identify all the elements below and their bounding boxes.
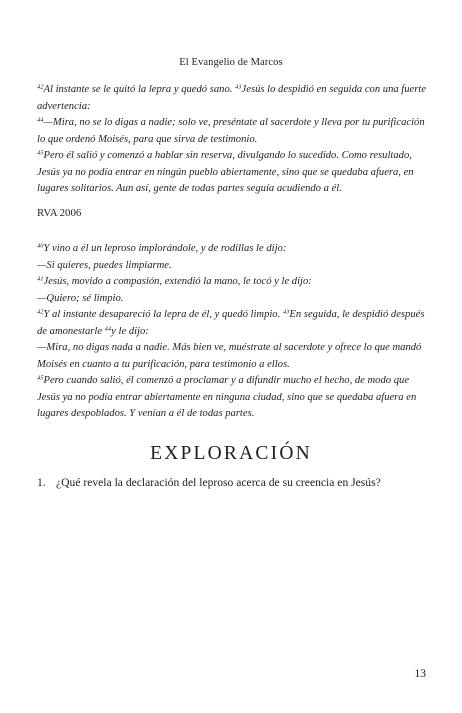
section-heading: EXPLORACIÓN	[150, 443, 312, 464]
verse-42-43-paragraph	[37, 82, 427, 115]
verse-40-paragraph	[37, 241, 427, 258]
verse-text: y le dijo:	[111, 325, 149, 337]
verse-45-paragraph	[37, 148, 427, 198]
verse-text: Y al instante desapareció la lepra de él, y quedó limpio.	[43, 309, 283, 320]
verse-number: 43	[235, 83, 242, 91]
verse-41-quote: —Quiero; sé limpio.	[37, 292, 124, 304]
verse-number: 45	[37, 149, 44, 157]
verse-text: Al instante se le quitó la lepra y quedó sano.	[43, 84, 236, 95]
verse-number: 44	[104, 325, 112, 333]
verse-41-paragraph	[37, 274, 427, 291]
verse-number: 44	[37, 116, 44, 124]
verse-text: Jesús lo despidió en seguida con una fuerte advertencia:	[37, 84, 427, 112]
question-item	[37, 475, 437, 490]
version-label: RVA 2006	[37, 207, 82, 219]
verse-40-quote: —Si quieres, puedes limpiarme.	[37, 259, 172, 271]
verse-text: En seguida, le despidió después de amonestarle	[37, 309, 425, 337]
verse-45-paragraph-rva	[37, 373, 427, 423]
verse-number: 45	[37, 374, 44, 382]
verse-text: Pero él salió y comenzó a hablar sin reserva, divulgando lo sucedido. Como resultado, Jesús ya no podía entrar en ningún pueblo abiertamente, sino que se quedaba afuera, en lugares solitarios. Aun así, gente de todas partes seguía acudiendo a él.	[37, 150, 414, 195]
verse-number: 43	[282, 308, 290, 316]
verse-number: 41	[37, 275, 44, 283]
verse-number: 42	[37, 308, 44, 316]
question-number: 1.	[37, 476, 46, 489]
verse-44-paragraph	[37, 115, 427, 148]
running-header: El Evangelio de Marcos	[179, 57, 283, 68]
verse-number: 42	[37, 83, 44, 91]
verse-number: 40	[37, 242, 44, 250]
verse-text: Jesús, movido a compasión, extendió la mano, le tocó y le dijo:	[43, 276, 312, 287]
verse-text: Pero cuando salió, él comenzó a proclamar y a difundir mucho el hecho, de modo que Jesús ya no podía entrar abiertamente en ninguna ciudad, sino que se quedaba afuera en lugares despoblados. Y venían a él de todas partes.	[37, 375, 417, 420]
verse-44-quote: —Mira, no digas nada a nadie. Más bien ve, muéstrate al sacerdote y ofrece lo que mandó Moisés en cuanto a tu purificación, para testimonio a ellos.	[37, 342, 422, 370]
page-number: 13	[414, 668, 426, 680]
verse-42-44-paragraph	[37, 307, 427, 340]
verse-text: Y vino a él un leproso implorándole, y de rodillas le dijo:	[43, 243, 287, 254]
question-text: ¿Qué revela la declaración del leproso acerca de su creencia en Jesús?	[56, 476, 381, 489]
verse-text: —Mira, no se lo digas a nadie; solo ve, preséntate al sacerdote y lleva por tu purificación lo que ordenó Moisés, para que sirva de testimonio.	[37, 117, 425, 145]
